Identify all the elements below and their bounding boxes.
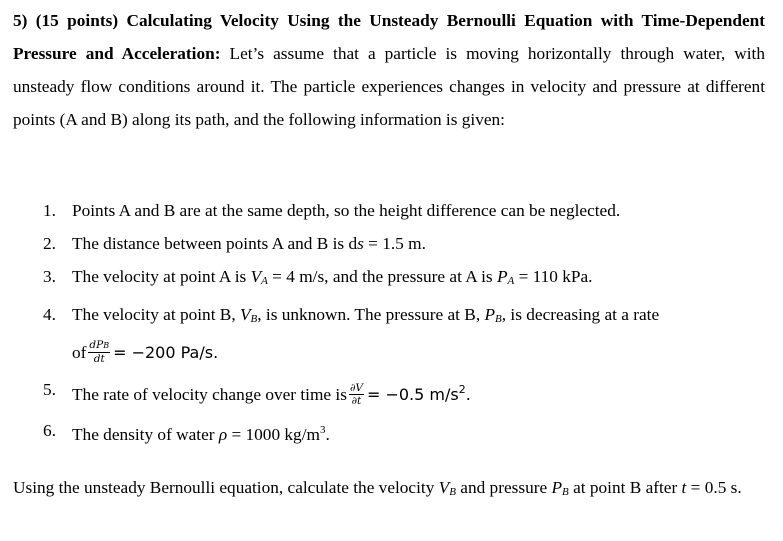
acceleration-value: [367, 385, 471, 404]
problem-title: Calculating Velocity Using the Unsteady Bernoulli Equation with Time-Dependent Pressure and Acceleration:: [13, 11, 766, 63]
problem-intro: [13, 4, 765, 136]
list-item: [13, 194, 765, 227]
item-number: 3.: [43, 267, 56, 286]
question-text: and pressure: [455, 478, 552, 497]
item-text: .: [325, 425, 330, 444]
distance-variable: s: [357, 234, 364, 253]
item-number: 1.: [43, 201, 56, 220]
pressure-variable: P: [551, 478, 563, 497]
pressure-rate-value: = −200 Pa/s.: [113, 343, 219, 362]
velocity-variable: V: [250, 267, 262, 286]
item-text: = 1000 kg/m: [227, 425, 320, 444]
problem-question: [13, 471, 765, 509]
item-text: The density of water: [72, 425, 219, 444]
item-text: The velocity at point B,: [72, 305, 240, 324]
velocity-variable: V: [239, 305, 251, 324]
superscript: 3: [319, 424, 326, 436]
problem-points: (15 points): [35, 11, 119, 30]
subscript: B: [495, 313, 502, 325]
item-text: = 1.5 m.: [363, 234, 426, 253]
fraction-denominator: ∂t: [351, 394, 362, 407]
superscript: 2: [458, 383, 466, 396]
given-list: [13, 194, 765, 451]
acceleration-value-end: .: [465, 385, 471, 404]
question-text: = 0.5 s.: [686, 478, 742, 497]
density-variable: ρ: [218, 425, 228, 444]
list-item: [13, 414, 765, 451]
item-text: = 4 m/s, and the pressure at A is: [267, 267, 497, 286]
item-text: The distance between points A and B is d: [72, 234, 358, 253]
problem-number: 5): [13, 11, 28, 30]
list-item: [13, 373, 765, 411]
pressure-variable: P: [496, 267, 508, 286]
pressure-variable: P: [484, 305, 496, 324]
time-variable: t: [681, 478, 687, 497]
list-item: [13, 298, 765, 369]
item-number: 6.: [43, 421, 56, 440]
velocity-variable: V: [438, 478, 450, 497]
item-text: = 110 kPa.: [514, 267, 593, 286]
subscript: A: [261, 275, 268, 287]
fraction-numerator: ∂V: [349, 381, 363, 394]
subscript: B: [562, 486, 569, 498]
velocity-derivative-fraction: [349, 382, 364, 407]
problem-intro-text: Let’s assume that a particle is moving horizontally through water, with unsteady flow conditions around it. The particle experiences changes in velocity and pressure at different points (A and B) along its path, and the following information is given:: [13, 44, 765, 129]
acceleration-value-main: = −0.5 m/s: [366, 385, 459, 404]
item-text: Points A and B are at the same depth, so the height difference can be neglected.: [72, 201, 621, 220]
pressure-rate-line: [72, 336, 765, 369]
subscript: A: [507, 275, 515, 287]
question-text: Using the unsteady Bernoulli equation, calculate the velocity: [13, 478, 439, 497]
item-text: , is unknown. The pressure at B,: [257, 305, 485, 324]
subscript: B: [449, 486, 456, 498]
item-text: , is decreasing at a rate: [501, 305, 660, 324]
list-item: [13, 227, 765, 260]
question-text: at point B after: [568, 478, 682, 497]
fraction-numerator: dP: [89, 339, 104, 352]
subscript: B: [250, 313, 258, 325]
item-text: The rate of velocity change over time is: [72, 385, 347, 404]
item-text: of: [72, 343, 87, 362]
fraction-denominator: dt: [93, 353, 105, 366]
list-item: [13, 260, 765, 298]
item-number: 5.: [43, 380, 56, 399]
pressure-derivative-fraction: [88, 339, 110, 365]
subscript: B: [103, 341, 110, 351]
item-number: 4.: [43, 305, 56, 324]
item-text: The velocity at point A is: [72, 267, 251, 286]
item-number: 2.: [43, 234, 56, 253]
